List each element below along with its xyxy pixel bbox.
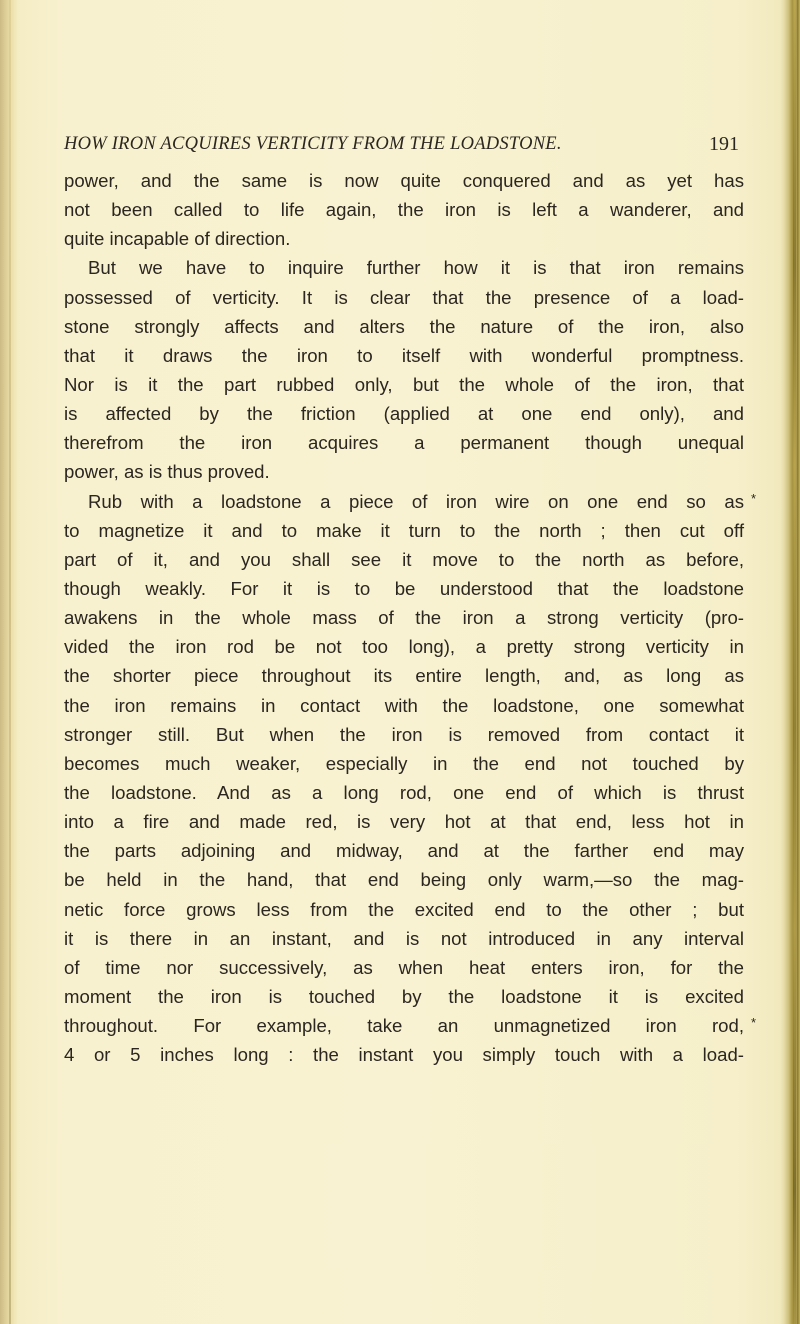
text-line: possessed of verticity. It is clear that the presence of a load- bbox=[64, 286, 744, 308]
margin-marker: * bbox=[750, 1015, 756, 1031]
text-line: stone strongly affects and alters the nature of the iron, also bbox=[64, 315, 744, 337]
text-line: is affected by the friction (applied at one end only), and bbox=[64, 403, 744, 425]
text-line: 4 or 5 inches long : the instant you simply touch with a load- bbox=[64, 1044, 744, 1066]
text-line: be held in the hand, that end being only warm,—so the mag- bbox=[64, 869, 744, 891]
text-line: moment the iron is touched by the loadstone it is excited bbox=[64, 985, 744, 1007]
text-line: quite incapable of direction. bbox=[64, 228, 291, 250]
text-line: therefrom the iron acquires a permanent though unequal bbox=[64, 432, 744, 454]
text-line: Rub with a loadstone a piece of iron wire on one end so as * bbox=[64, 487, 744, 516]
text-line: awakens in the whole mass of the iron a strong verticity (pro- bbox=[64, 607, 744, 629]
text-line: the parts adjoining and midway, and at the farther end may bbox=[64, 840, 744, 862]
text-line: to magnetize it and to make it turn to the north ; then cut off bbox=[64, 519, 744, 541]
text-line: But we have to inquire further how it is that iron remains bbox=[88, 257, 744, 279]
text-line: the loadstone. And as a long rod, one end of which is thrust bbox=[64, 781, 744, 803]
margin-marker: * bbox=[750, 490, 756, 506]
text-line: of time nor successively, as when heat enters iron, for the bbox=[64, 956, 744, 978]
text-line: not been called to life again, the iron is left a wanderer, and bbox=[64, 199, 744, 221]
text-line: the iron remains in contact with the loadstone, one somewhat bbox=[64, 694, 744, 716]
text-line: power, and the same is now quite conquered and as yet has bbox=[64, 170, 744, 191]
running-title: HOW IRON ACQUIRES VERTICITY FROM THE LOADSTONE. bbox=[64, 134, 562, 154]
page-edges bbox=[780, 0, 800, 1324]
text-line: it is there in an instant, and is not introduced in any interval bbox=[64, 927, 744, 949]
running-header bbox=[64, 134, 764, 160]
text-line: into a fire and made red, is very hot at that end, less hot in bbox=[64, 811, 744, 833]
text-line: part of it, and you shall see it move to the north as before, bbox=[64, 548, 744, 570]
binding-crease bbox=[9, 0, 11, 1324]
text-line: Nor is it the part rubbed only, but the whole of the iron, that bbox=[64, 373, 744, 395]
text-line: the shorter piece throughout its entire length, and, as long as bbox=[64, 665, 744, 687]
text-line: though weakly. For it is to be understood that the loadstone bbox=[64, 577, 744, 599]
text-line: throughout. For example, take an unmagnetized iron rod, * bbox=[64, 1011, 744, 1040]
text-line: becomes much weaker, especially in the end not touched by bbox=[64, 752, 744, 774]
text-line: netic force grows less from the excited end to the other ; but bbox=[64, 898, 744, 920]
text-line: stronger still. But when the iron is removed from contact it bbox=[64, 723, 744, 745]
page-number: 191 bbox=[709, 133, 739, 155]
text-line: power, as is thus proved. bbox=[64, 461, 270, 483]
body-text bbox=[64, 166, 756, 1069]
text-line: vided the iron rod be not too long), a pretty strong verticity in bbox=[64, 636, 744, 658]
text-line: that it draws the iron to itself with wonderful promptness. bbox=[64, 344, 744, 366]
page-edge-shadow bbox=[793, 0, 796, 1324]
